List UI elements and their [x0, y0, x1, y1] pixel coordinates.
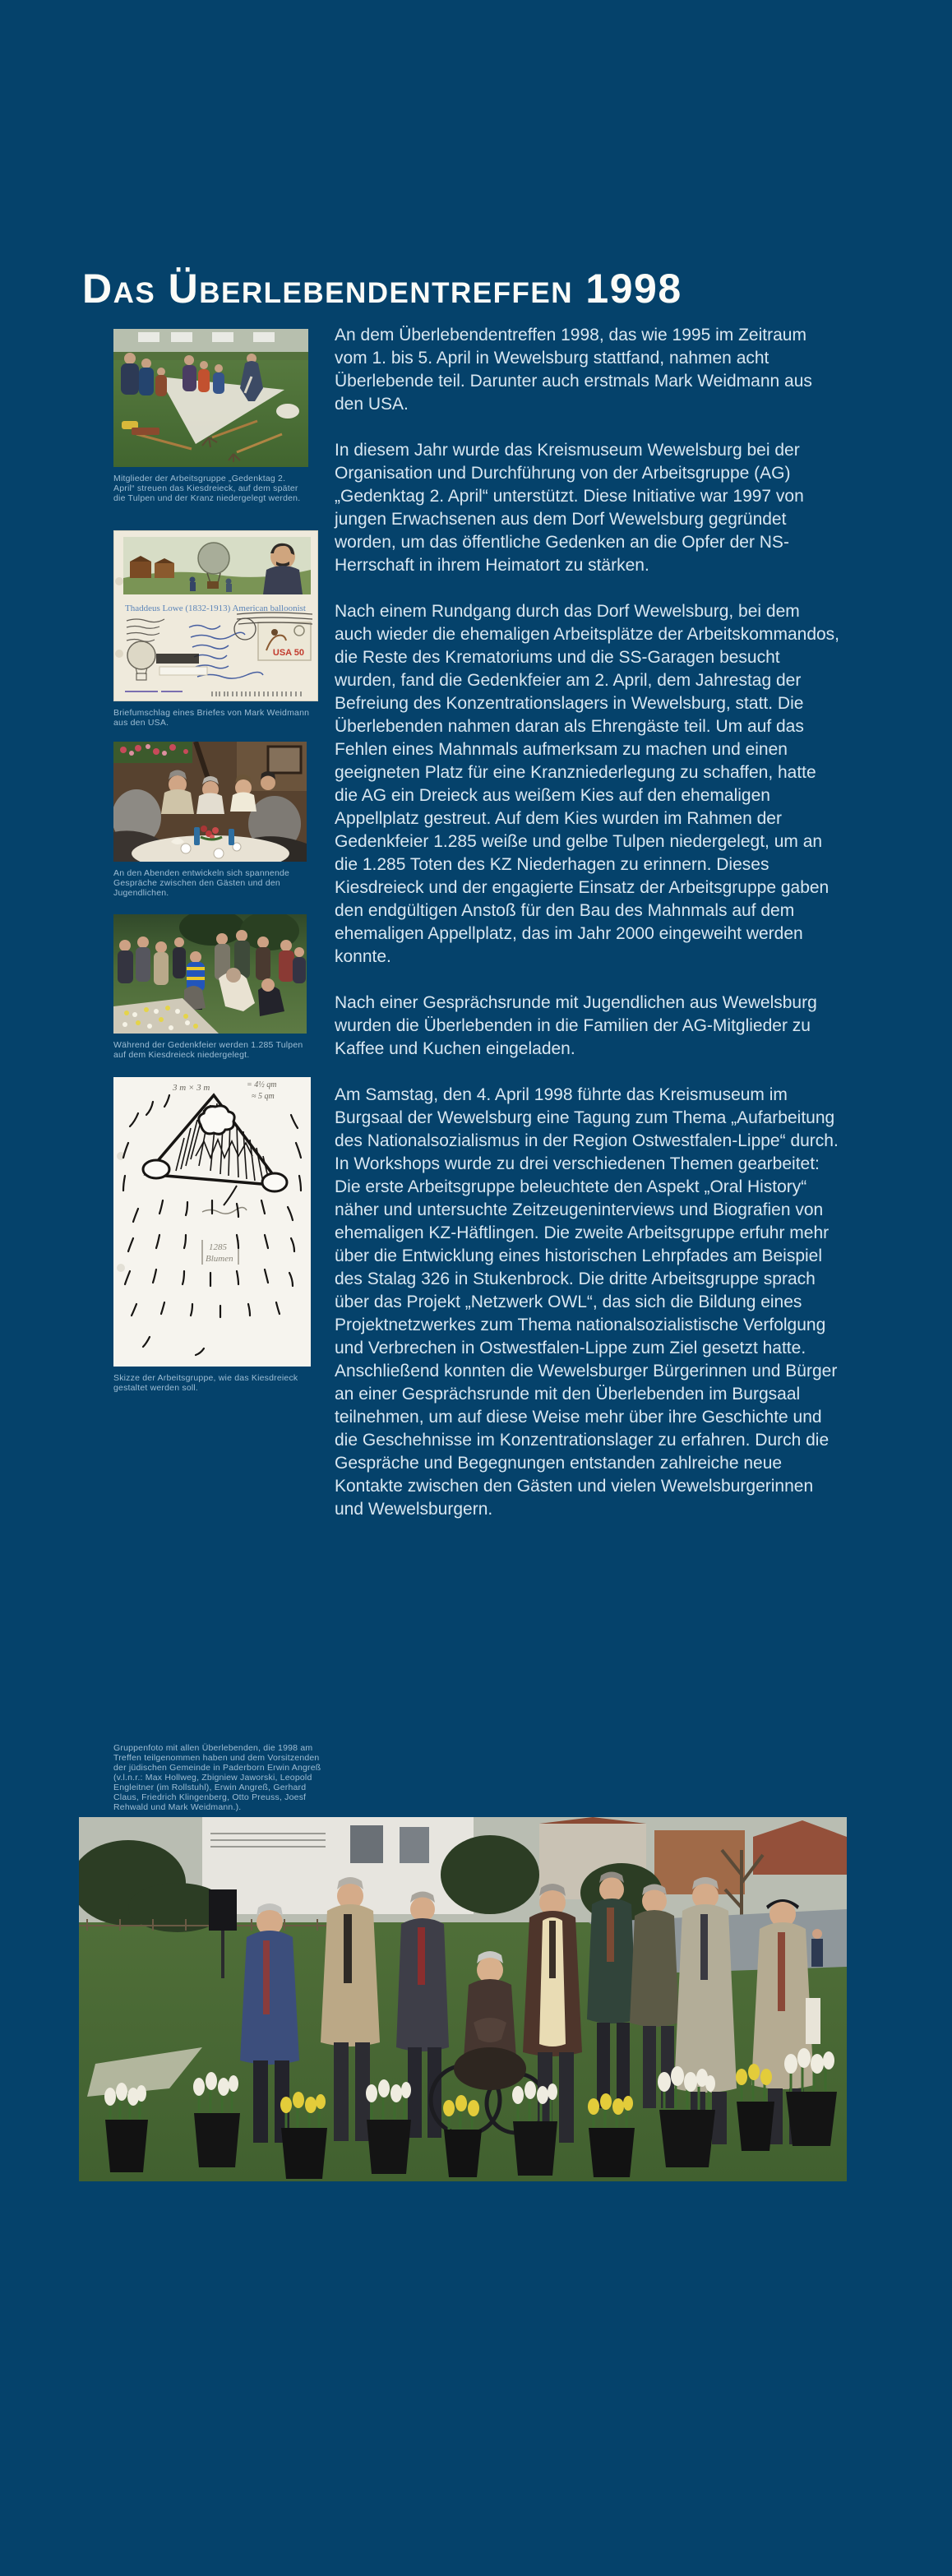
figure-caption: An den Abenden entwickeln sich spannende Gespräche zwischen den Gästen und den Jugendlichen. — [113, 868, 290, 898]
tulip-laying-photo — [113, 914, 307, 1034]
paragraph: In diesem Jahr wurde das Kreismuseum Wewelsburg bei der Organisation und Durchführung von der Arbeitsgruppe (AG) „Gedenktag 2. April“ unterstützt. Diese Initiative war 1997 von jungen Erwachsenen aus dem Dorf Wewelsburg gegründet worden, um das öffentliche Gedenken an die Opfer der NS-Herrschaft in ihrem Heimatort zu stärken. — [335, 441, 804, 575]
sketch-note-flower-word: Blumen — [206, 1254, 233, 1264]
kies-triangle-photo — [113, 329, 308, 467]
figure-group-photo — [79, 1817, 847, 2181]
figure-kies-triangle — [113, 329, 308, 503]
figure-caption: Während der Gedenkfeier werden 1.285 Tulpen auf dem Kiesdreieck niedergelegt. — [113, 1040, 303, 1060]
figure-caption: Briefumschlag eines Briefes von Mark Weidmann aus den USA. — [113, 708, 310, 728]
figure-sketch — [113, 1077, 311, 1393]
paragraph: Nach einem Rundgang durch das Dorf Wewelsburg, bei dem auch wieder die ehemaligen Arbeitsplätze der Arbeitskommandos, die Reste des Krematoriums und die SS-Garagen besucht wurden, fand die Gedenkfeier am 2. April, dem Jahrestag der Befreiung des Konzentrationslagers in Wewelsburg, statt. Die Überlebenden nahmen daran als Ehrengäste teil. Um auf das Fehlen eines Mahnmals aufmerksam zu machen und einen geeigneten Platz für eine Kranzniederlegung zu schaffen, hatte die AG ein Dreieck aus weißem Kies auf den ehemaligen Appellplatz gestreut. Auf dem Kies wurden im Rahmen der Gedenkfeier 1.285 weiße und gelbe Tulpen niedergelegt, um an die 1.285 Toten des KZ Niederhagen zu erinnern. Dieses Kiesdreieck und der engagierte Einsatz der Arbeitsgruppe gaben den endgültigen Anstoß für den Bau des Mahnmals auf dem ehemaligen Appellplatz, das im Jahr 2000 eingeweiht werden konnte. — [335, 602, 840, 966]
group-photo-caption: Gruppenfoto mit allen Überlebenden, die 1998 am Treffen teilgenommen haben und dem Vorsitzenden der jüdischen Gemeinde in Paderborn Erwin Angreß (v.l.n.r.: Max Hollweg, Zbigniew Jaworski, Leopold Engleitner (im Rollstuhl), Erwin Angreß, Gerhard Claus, Friedrich Klingenberg, Otto Preuss, Joesf Rehwald und Mark Weidmann.). — [113, 1743, 321, 1812]
sketch-note-dimensions: 3 m × 3 m — [173, 1083, 210, 1093]
group-photo — [79, 1817, 847, 2181]
figure-caption: Mitglieder der Arbeitsgruppe „Gedenktag 2. April“ streuen das Kiesdreieck, auf dem später die Tulpen und der Kranz niedergelegt werden. — [113, 474, 301, 503]
figure-tulip-laying — [113, 914, 307, 1060]
paragraph: An dem Überlebendentreffen 1998, das wie 1995 im Zeitraum vom 1. bis 5. April in Wewelsburg stattfand, nahmen acht Überlebende teil. Darunter auch erstmals Mark Weidmann aus den USA. — [335, 326, 812, 414]
paragraph: Nach einer Gesprächsrunde mit Jugendlichen aus Wewelsburg wurden die Überlebenden in die Familien der AG-Mitglieder zu Kaffee und Kuchen eingeladen. — [335, 993, 817, 1058]
sketch-drawing — [113, 1077, 311, 1367]
envelope-photo — [113, 530, 318, 701]
sketch-note-flower-count: 1285 — [209, 1242, 227, 1252]
sketch-note-area1: = 4½ qm — [247, 1080, 277, 1089]
evening-talks-photo — [113, 742, 307, 862]
paragraph: Am Samstag, den 4. April 1998 führte das Kreismuseum im Burgsaal der Wewelsburg eine Tagung zum Thema „Aufarbeitung des Nationalsozialismus in der Region Ostwestfalen-Lippe“ durch. In Workshops wurde zu drei verschiedenen Themen gearbeitet: Die erste Arbeitsgruppe beleuchtete den Aspekt „Oral History“ näher und untersuchte Zeitzeugeninterviews und Biografien von ehemaligen KZ-Häftlingen. Die zweite Arbeitsgruppe erfuhr mehr über die Entwicklung eines historischen Lehrpfades am Beispiel des Stalag 326 in Stukenbrock. Die dritte Arbeitsgruppe sprach über das Projekt „Netzwerk OWL“, das sich die Bildung eines Projektnetzwerkes zum Thema nationalsozialistische Verfolgung und Verbrechen in Ostwestfalen-Lippe zum Ziel gesetzt hatte. Anschließend konnten die Wewelsburger Bürgerinnen und Bürger an einer Gesprächsrunde mit den Überlebenden im Burgsaal teilnehmen, um auf diese Weise mehr über ihre Geschichte und die Geschehnisse im Konzentrationslager zu erfahren. Durch die Gespräche und Begegnungen entstanden zahlreiche neue Kontakte zwischen den Gästen und vielen Wewelsburgerinnen und Wewelsburgern. — [335, 1085, 839, 1519]
envelope-caption-text: Thaddeus Lowe (1832-1913) American balloonist — [125, 604, 306, 613]
sketch-note-area2: ≈ 5 qm — [252, 1092, 275, 1101]
figure-evening-talks — [113, 742, 307, 898]
article-text — [335, 324, 840, 1544]
page-title: Das Überlebendentreffen 1998 — [82, 265, 682, 312]
figure-caption: Skizze der Arbeitsgruppe, wie das Kiesdreieck gestaltet werden soll. — [113, 1373, 298, 1393]
figure-envelope — [113, 530, 318, 728]
stamp-text: USA 50 — [272, 648, 304, 658]
